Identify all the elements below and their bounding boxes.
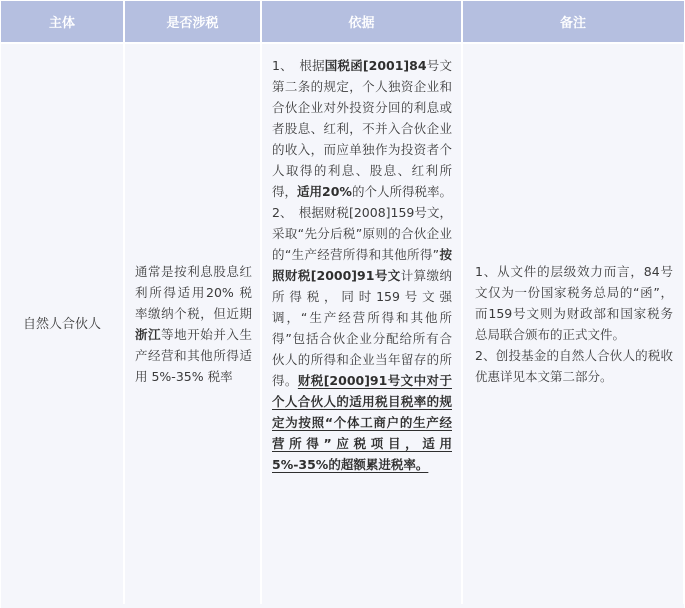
taxable-part-2: 等地开始并入生产经营和其他所得适用 5%-35% 税率 (135, 327, 252, 384)
basis-cell (262, 44, 463, 604)
note-2: 2、创投基金的自然人合伙人的税收优惠详见本文第二部分。 (475, 348, 673, 384)
note-cell (463, 44, 683, 604)
taxable-highlight: 浙江 (135, 327, 162, 342)
subject-text: 自然人合伙人 (23, 316, 102, 332)
basis-1-c: 的个人所得税率。 (351, 184, 452, 199)
taxable-text (125, 261, 260, 387)
header-taxable: 是否涉税 (125, 1, 262, 42)
basis-1-b: 号文第二条的规定，个人独资企业和合伙企业对外投资分回的利息或者股息、红利，不并入合伙企业的收入，而应单独作为投资者个人取得的利息、股息、红利所得， (272, 58, 452, 199)
taxable-cell (125, 44, 262, 604)
taxable-part-1: 通常是按利息股息红利所得适用20% 税率缴纳个税，但近期 (135, 264, 252, 321)
basis-2-a: 2、 根据财税[2008]159号文，采取“先分后税”原则的合伙企业的“生产经营所得和其他所得” (272, 205, 452, 262)
basis-text (262, 44, 461, 475)
basis-paragraph-1 (272, 55, 452, 202)
basis-1-doc: 国税函[2001]84 (324, 58, 427, 73)
table-row (1, 44, 684, 604)
basis-paragraph-2 (272, 202, 452, 475)
basis-2-b: 计算缴纳所得税，同时159号文强调，“生产经营所得和其他所得”包括合伙企业分配给所有合伙人的所得和企业当年留存的所得。 (272, 268, 452, 388)
basis-1-rate: 适用20% (297, 184, 352, 199)
header-note: 备注 (559, 16, 586, 31)
header-basis: 依据 (262, 1, 463, 42)
basis-2-doc: 按照财税[2000]91号文 (272, 247, 452, 283)
table-header-row (1, 1, 684, 42)
basis-1-a: 1、 根据 (272, 58, 325, 73)
subject-cell (1, 44, 125, 604)
table-bottom-edge (1, 604, 684, 608)
note-1: 1、从文件的层级效力而言，84号文仅为一份国家税务总局的“函”，而159号文则为财政部和国家税务总局联合颁布的正式文件。 (475, 264, 673, 342)
header-subject: 主体 (1, 1, 125, 42)
note-text (463, 261, 683, 387)
basis-2-underlined: 财税[2000]91号文中对于个人合伙人的适用税目税率的规定为按照“个体工商户的生产经营所得”应税项目，适用5%-35%的超额累进税率。 (272, 373, 452, 472)
